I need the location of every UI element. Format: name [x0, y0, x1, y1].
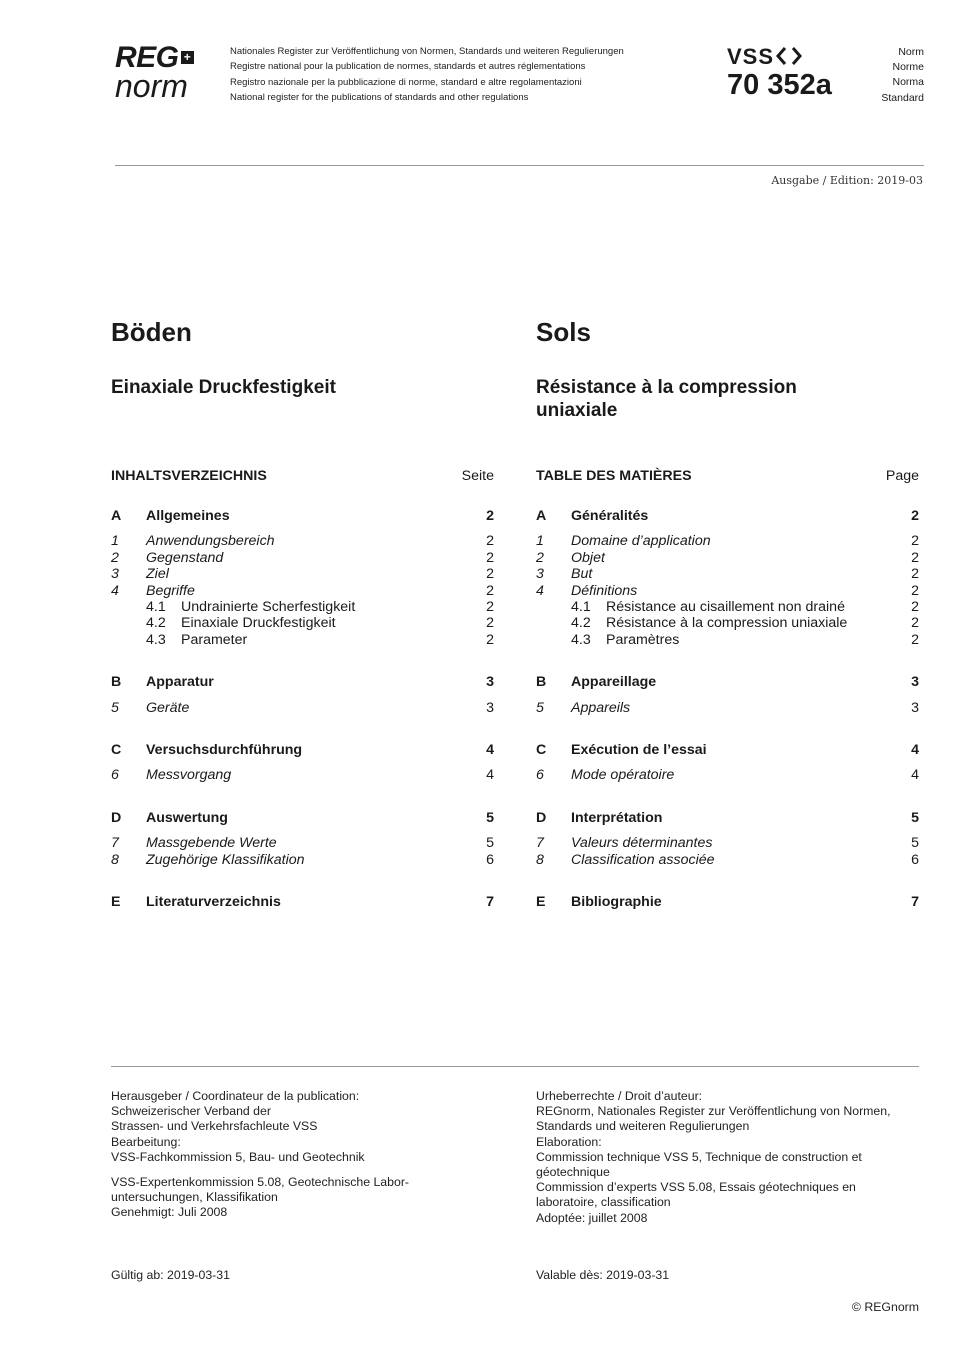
toc-item-number: 3 — [111, 566, 119, 583]
toc-item-number: 8 — [111, 851, 119, 868]
toc-subitem-row — [111, 615, 494, 631]
toc-section-title: Literaturverzeichnis — [146, 894, 281, 911]
footer-line: Strassen- und Verkehrsfachleute VSS — [111, 1119, 318, 1134]
toc-subitem-title: Parameter — [181, 631, 248, 648]
register-line-en: National register for the publications of standards and other regulations — [230, 91, 529, 103]
logo-norm-text: norm — [115, 68, 188, 104]
toc-gap — [536, 648, 919, 674]
toc-section-letter: C — [111, 742, 122, 759]
norm-number: 70 352a — [727, 69, 832, 101]
toc-item-page: 4 — [486, 767, 494, 784]
toc-subitem-title: Résistance au cisaillement non drainé — [606, 599, 845, 616]
valid-from-fr: Valable dès: 2019-03-31 — [536, 1268, 670, 1282]
toc-item-page: 2 — [486, 549, 494, 566]
toc-item-row — [536, 700, 919, 716]
toc-item-page: 3 — [486, 699, 494, 716]
toc-item-page: 2 — [911, 533, 919, 550]
toc-gap — [111, 648, 494, 674]
toc-item-title: Définitions — [571, 582, 638, 599]
footer-fr — [536, 1089, 921, 1226]
toc-section-row — [111, 810, 494, 826]
toc-item-title: Gegenstand — [146, 549, 224, 566]
swiss-cross-icon: + — [181, 51, 194, 64]
toc-item-number: 7 — [536, 835, 544, 852]
toc-subitem — [571, 632, 899, 648]
toc-section-letter: C — [536, 742, 547, 759]
toc-indent — [111, 599, 146, 615]
toc-section-page: 5 — [486, 809, 494, 826]
toc-item-number: 6 — [536, 767, 544, 784]
title-de: Böden — [111, 317, 192, 347]
toc-section-title: Généralités — [571, 508, 649, 524]
toc-item-number: 5 — [111, 699, 119, 716]
toc-subitem-row — [536, 615, 919, 631]
footer-line: Urheberrechte / Droit d’auteur: — [536, 1089, 703, 1103]
footer-line: Elaboration: — [536, 1134, 602, 1149]
toc-section-row — [111, 508, 494, 524]
toc-subitem-number: 4.1 — [571, 599, 591, 616]
toc-item-number: 5 — [536, 699, 544, 716]
toc-section-letter: B — [536, 674, 547, 691]
toc-subitem-row — [536, 599, 919, 615]
toc-item-row — [536, 550, 919, 566]
footer-spacer — [111, 1165, 496, 1175]
footer-line: untersuchungen, Klassifikation — [111, 1190, 278, 1205]
toc-indent — [536, 599, 571, 615]
toc-subitem — [571, 615, 899, 631]
toc-section-row — [536, 810, 919, 826]
toc-item-row — [536, 767, 919, 783]
toc-item-number: 6 — [111, 767, 119, 784]
toc-section-page: 5 — [911, 809, 919, 826]
toc-gap — [536, 826, 919, 835]
page-label-fr: Page — [885, 468, 919, 484]
toc-section-title: Exécution de l’essai — [571, 742, 707, 759]
toc-section-title: Bibliographie — [571, 894, 662, 911]
toc-item-title: Zugehörige Klassifikation — [146, 851, 305, 868]
footer-line: laboratoire, classification — [536, 1195, 671, 1210]
toc-subitem-number: 4.2 — [146, 615, 166, 632]
toc-item-title: Anwendungsbereich — [146, 533, 275, 550]
toc-item-page: 6 — [911, 851, 919, 868]
toc-item-page: 6 — [486, 851, 494, 868]
subtitle-de: Einaxiale Druckfestigkeit — [111, 377, 336, 398]
toc-subitem-page: 2 — [911, 631, 919, 648]
toc-item-number: 3 — [536, 566, 544, 583]
toc-item-page: 2 — [911, 566, 919, 583]
toc-item-page: 2 — [486, 582, 494, 599]
toc-subitem-row — [111, 599, 494, 615]
footer-line: Schweizerischer Verband der — [111, 1104, 271, 1119]
footer-line: Adoptée: juillet 2008 — [536, 1210, 648, 1225]
toc-subitem-title: Einaxiale Druckfestigkeit — [181, 615, 336, 632]
toc-subitem-page: 2 — [486, 631, 494, 648]
toc-item-title: Objet — [571, 549, 605, 566]
norm-type-labels — [881, 45, 924, 106]
toc-item-row — [111, 767, 494, 783]
toc-section-page: 4 — [911, 742, 919, 759]
norm-label-de: Norm — [898, 46, 924, 58]
toc-heading-fr: TABLE DES MATIÈRES — [536, 468, 692, 484]
footer-line: Bearbeitung: — [111, 1134, 181, 1149]
toc-subitem-number: 4.2 — [571, 615, 591, 632]
toc-item-row — [111, 550, 494, 566]
toc-de — [111, 468, 494, 911]
toc-section-title: Allgemeines — [146, 508, 230, 524]
toc-section-title: Interprétation — [571, 809, 663, 826]
page-label-de: Seite — [461, 468, 494, 484]
toc-item-number: 2 — [536, 549, 544, 566]
toc-item-page: 5 — [486, 835, 494, 852]
toc-subitem-page: 2 — [486, 599, 494, 616]
toc-item-page: 2 — [911, 582, 919, 599]
copyright: © REGnorm — [851, 1300, 919, 1314]
toc-gap — [111, 716, 494, 742]
toc-item-title: Begriffe — [146, 582, 195, 599]
toc-item-page: 3 — [911, 699, 919, 716]
toc-section-title: Auswertung — [146, 809, 228, 826]
toc-item-row — [536, 533, 919, 549]
toc-item-title: Mode opératoire — [571, 767, 675, 784]
footer-divider — [111, 1066, 919, 1067]
toc-item-row — [111, 533, 494, 549]
footer-line: géotechnique — [536, 1165, 610, 1180]
toc-section-page: 3 — [486, 674, 494, 691]
toc-subitem-page: 2 — [486, 615, 494, 632]
toc-indent — [536, 615, 571, 631]
register-line-it: Registro nazionale per la pubblicazione di norme, standard e altre regolamentazioni — [230, 76, 582, 88]
toc-subitem-row — [536, 632, 919, 648]
toc-item-title: Messvorgang — [146, 767, 232, 784]
title-fr: Sols — [536, 317, 591, 347]
header-divider — [115, 165, 924, 166]
toc-gap — [111, 758, 494, 767]
footer-de — [111, 1089, 496, 1221]
vss-norm-block — [727, 44, 832, 100]
toc-section-letter: B — [111, 674, 122, 691]
toc-subitem-number: 4.3 — [146, 631, 166, 648]
toc-subitem-title: Paramètres — [606, 631, 680, 648]
toc-item-title: Geräte — [146, 699, 190, 716]
toc-section-page: 4 — [486, 742, 494, 759]
toc-item-title: Classification associée — [571, 851, 715, 868]
toc-gap — [536, 691, 919, 700]
toc-item-row — [536, 566, 919, 582]
toc-section-letter: D — [111, 809, 122, 826]
toc-section-letter: E — [111, 894, 121, 911]
toc-gap — [111, 826, 494, 835]
toc-subitem-number: 4.3 — [571, 631, 591, 648]
toc-item-title: But — [571, 566, 593, 583]
toc-gap — [111, 691, 494, 700]
register-line-de: Nationales Register zur Veröffentlichung von Normen, Standards und weiteren Regulierungen — [230, 46, 624, 57]
toc-gap — [536, 758, 919, 767]
toc-item-number: 8 — [536, 851, 544, 868]
toc-subitem — [571, 599, 899, 615]
footer-line: Herausgeber / Coordinateur de la publication: — [111, 1089, 360, 1103]
toc-item-row — [536, 583, 919, 599]
footer-line: Commission technique VSS 5, Technique de construction et — [536, 1149, 862, 1164]
vss-logo: VSS — [727, 44, 775, 69]
toc-section-row — [536, 674, 919, 690]
toc-gap — [536, 524, 919, 533]
toc-subitem — [146, 632, 474, 648]
footer-line: Commission d’experts VSS 5.08, Essais géotechniques en — [536, 1180, 856, 1195]
toc-section-title: Versuchsdurchführung — [146, 742, 303, 759]
toc-section-page: 2 — [486, 508, 494, 524]
toc-section-row — [111, 674, 494, 690]
toc-item-title: Valeurs déterminantes — [571, 835, 713, 852]
toc-gap — [536, 716, 919, 742]
toc-section-row — [536, 508, 919, 524]
toc-item-title: Ziel — [146, 566, 169, 583]
toc-subitem-title: Undrainierte Scherfestigkeit — [181, 599, 356, 616]
toc-item-page: 2 — [911, 549, 919, 566]
toc-subitem-number: 4.1 — [146, 599, 166, 616]
toc-section-title: Appareillage — [571, 674, 657, 691]
toc-section-page: 2 — [911, 508, 919, 524]
toc-item-number: 4 — [536, 582, 544, 599]
valid-from-de: Gültig ab: 2019-03-31 — [111, 1268, 230, 1282]
toc-item-row — [111, 583, 494, 599]
register-line-fr: Registre national pour la publication de normes, standards et autres réglementations — [230, 61, 586, 73]
toc-section-row — [111, 894, 494, 910]
toc-item-row — [111, 566, 494, 582]
toc-item-row — [536, 835, 919, 851]
toc-section-letter: A — [536, 508, 547, 524]
norm-label-fr: Norme — [892, 61, 924, 74]
toc-gap — [536, 784, 919, 810]
toc-item-number: 2 — [111, 549, 119, 566]
footer-line: Genehmigt: Juli 2008 — [111, 1205, 228, 1220]
toc-section-letter: E — [536, 894, 546, 911]
toc-section-row — [111, 742, 494, 758]
toc-subitem — [146, 615, 474, 631]
norm-label-it: Norma — [892, 76, 924, 89]
toc-item-number: 7 — [111, 835, 119, 852]
toc-item-title: Massgebende Werte — [146, 835, 277, 852]
toc-item-row — [111, 852, 494, 868]
footer-line: VSS-Expertenkommission 5.08, Geotechnische Labor- — [111, 1175, 410, 1190]
toc-subitem — [146, 599, 474, 615]
toc-fr — [536, 468, 919, 911]
toc-section-row — [536, 894, 919, 910]
toc-item-row — [111, 700, 494, 716]
toc-subitem-page: 2 — [911, 599, 919, 616]
toc-section-title: Apparatur — [146, 674, 214, 691]
norm-label-en: Standard — [881, 91, 924, 104]
toc-item-row — [111, 835, 494, 851]
toc-section-page: 7 — [486, 894, 494, 911]
toc-item-page: 2 — [486, 566, 494, 583]
toc-section-letter: D — [536, 809, 547, 826]
toc-section-row — [536, 742, 919, 758]
toc-section-page: 7 — [911, 894, 919, 911]
register-description — [230, 44, 624, 105]
toc-gap — [111, 524, 494, 533]
toc-item-page: 4 — [911, 767, 919, 784]
toc-item-number: 1 — [536, 533, 544, 550]
toc-item-row — [536, 852, 919, 868]
toc-section-page: 3 — [911, 674, 919, 691]
toc-item-page: 2 — [486, 533, 494, 550]
toc-gap — [536, 868, 919, 894]
toc-subitem-row — [111, 632, 494, 648]
subtitle-fr: Résistance à la compression uniaxiale — [536, 377, 797, 421]
toc-indent — [111, 632, 146, 648]
footer-line: Standards und weiteren Regulierungen — [536, 1119, 750, 1134]
toc-indent — [536, 632, 571, 648]
logo-reg-text: REG — [115, 41, 179, 74]
toc-gap — [111, 868, 494, 894]
vss-arrows-icon — [776, 46, 802, 66]
edition-date: Ausgabe / Edition: 2019-03 — [771, 174, 923, 187]
toc-item-title: Domaine d’application — [571, 533, 711, 550]
footer-line: VSS-Fachkommission 5, Bau- und Geotechnik — [111, 1149, 365, 1164]
toc-section-letter: A — [111, 508, 122, 524]
toc-subitem-title: Résistance à la compression uniaxiale — [606, 615, 848, 632]
toc-heading-de: INHALTSVERZEICHNIS — [111, 468, 267, 484]
toc-indent — [111, 615, 146, 631]
toc-item-page: 5 — [911, 835, 919, 852]
regnorm-logo — [115, 41, 215, 104]
toc-subitem-page: 2 — [911, 615, 919, 632]
toc-gap — [111, 784, 494, 810]
toc-item-number: 1 — [111, 533, 119, 550]
footer-line: REGnorm, Nationales Register zur Veröffentlichung von Normen, — [536, 1104, 891, 1119]
toc-item-title: Appareils — [571, 699, 631, 716]
toc-item-number: 4 — [111, 582, 119, 599]
